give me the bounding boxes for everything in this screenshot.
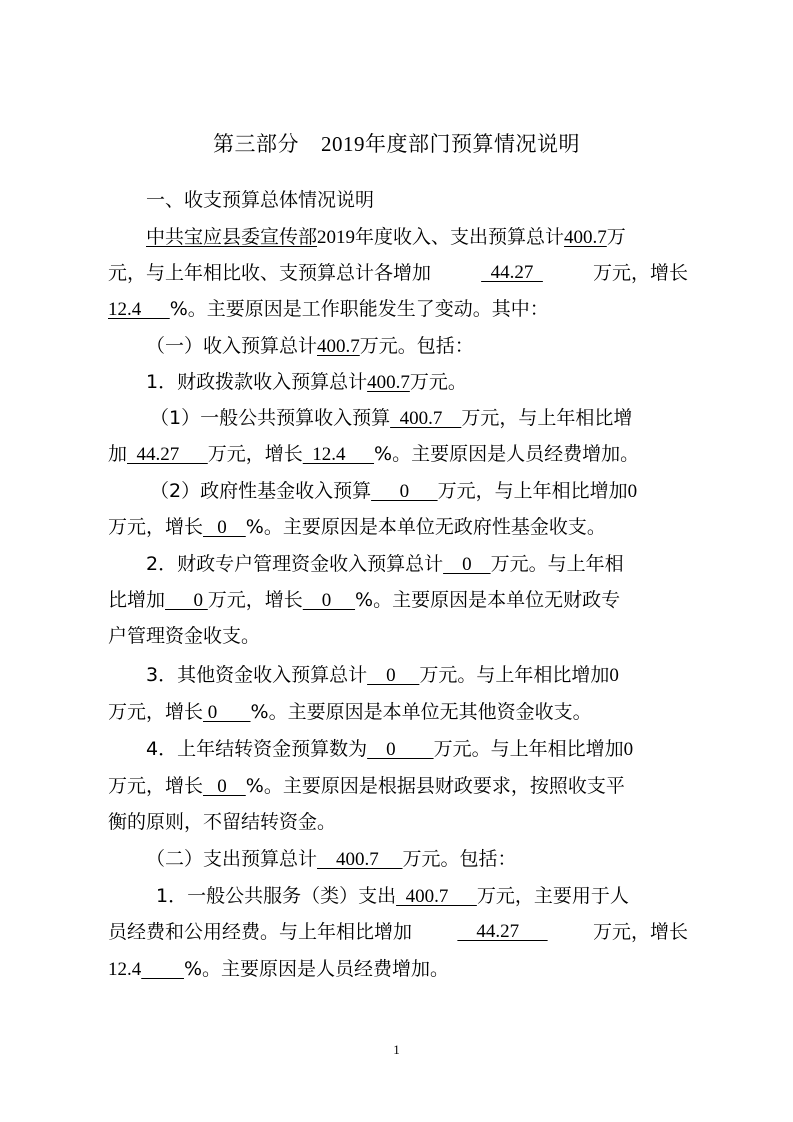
item-4-label: 4．上年结转资金预算数为 [146, 738, 368, 760]
item-3-text-c: 万元，增长 [108, 701, 204, 723]
p1-text-c: 元，与上年相比收、支预算总计各增加 [108, 262, 432, 284]
expense-heading-label: （二）支出预算总计 [146, 848, 318, 870]
expense-heading [146, 842, 688, 876]
item-1a-line2 [108, 437, 688, 471]
item-1-value: 400.7 [367, 372, 410, 393]
item-1a-text-c: 加 [108, 443, 128, 465]
expense-1-line3 [108, 952, 688, 986]
item-1b-label: （2）政府性基金收入预算 [150, 480, 372, 502]
item-1a-value: 400.7 [390, 408, 462, 429]
item-2-text-e: %。主要原因是本单位无财政专 [355, 589, 621, 611]
page-title [0, 128, 793, 158]
expense-1-text: 万元，主要用于人 [476, 885, 629, 907]
expense-total-value: 400.7 [317, 849, 403, 870]
expense-1-label: 1．一般公共服务（类）支出 [156, 885, 397, 907]
expense-1-rate-blank [141, 959, 184, 980]
item-1b-increase: 0 [627, 481, 638, 502]
item-3-rate: 0 [203, 702, 251, 723]
item-2-value: 0 [443, 554, 491, 575]
section-heading-1: 一、收支预算总体情况说明 [146, 189, 375, 211]
item-1-suffix: 万元。 [409, 371, 467, 393]
item-3-increase: 0 [609, 665, 619, 686]
item-1a-increase: 44.27 [127, 444, 208, 465]
item-1-line [146, 365, 688, 399]
item-3-label: 3．其他资金收入预算总计 [146, 664, 368, 686]
item-1a-label: （1）一般公共预算收入预算 [150, 407, 391, 429]
p1-line1 [146, 220, 688, 254]
item-1b-value: 0 [371, 481, 438, 502]
item-2-line2 [108, 583, 688, 617]
item-4-line2 [108, 769, 688, 803]
unit-name: 中共宝应县委宣传部 [146, 226, 318, 248]
item-1b-text: 万元，与上年相比增加 [437, 480, 628, 502]
item-3-value: 0 [367, 665, 420, 686]
item-4-line3: 衡的原则，不留结转资金。 [108, 811, 337, 833]
expense-1-text-e: %。主要原因是人员经费增加。 [184, 958, 450, 980]
item-1a-rate: 12.4 [302, 444, 375, 465]
item-2-text-c: 比增加 [108, 589, 166, 611]
p1-text-e: %。主要原因是工作职能发生了变动。其中： [169, 298, 549, 320]
item-4-line1 [146, 732, 688, 766]
item-2-increase: 0 [165, 590, 208, 611]
expense-1-text-d: 万元，增长 [592, 921, 688, 943]
expense-1-text-c: 员经费和公用经费。与上年相比增加 [108, 921, 413, 943]
expense-heading-suffix: 万元。包括： [402, 848, 517, 870]
item-1a-text-d: 万元，增长 [207, 443, 303, 465]
item-1a-text-e: %。主要原因是人员经费增加。 [374, 443, 640, 465]
p1-text-b: 万 [606, 226, 626, 248]
title-part: 第三部分 [213, 132, 299, 156]
item-2-label: 2．财政专户管理资金收入预算总计 [146, 553, 444, 575]
item-4-value: 0 [367, 739, 434, 760]
item-2-text-d: 万元，增长 [207, 589, 303, 611]
item-1-label: 1．财政拨款收入预算总计 [146, 371, 368, 393]
expense-1-increase: 44.27 [457, 921, 548, 942]
expense-1-rate: 12.4 [108, 959, 142, 980]
item-4-increase: 0 [623, 739, 634, 760]
item-3-line1 [146, 658, 688, 692]
expense-1-line2 [108, 915, 688, 949]
item-1b-text-c: 万元，增长 [108, 516, 204, 538]
item-1b-line1 [150, 474, 688, 508]
income-heading-suffix: 万元。包括： [359, 335, 474, 357]
income-total-value: 400.7 [317, 336, 360, 357]
item-4-rate: 0 [203, 776, 246, 797]
item-1b-line2 [108, 510, 688, 544]
item-4-text: 万元。与上年相比增加 [433, 738, 624, 760]
item-3-line2 [108, 695, 688, 729]
expense-1-line1 [156, 879, 688, 913]
item-1a-text: 万元，与上年相比增 [461, 407, 633, 429]
year-value: 2019 [317, 227, 356, 248]
p1-line2 [108, 256, 688, 290]
expense-1-value: 400.7 [396, 886, 477, 907]
p1-line3 [108, 292, 688, 326]
item-1b-text-d: %。主要原因是本单位无政府性基金收支。 [245, 516, 606, 538]
item-2-line1 [146, 547, 688, 581]
total-budget-value: 400.7 [564, 227, 607, 248]
p1-text-a: 年度收入、支出预算总计 [355, 226, 565, 248]
total-increase-value: 44.27 [481, 262, 543, 283]
income-heading-label: （一）收入预算总计 [146, 335, 318, 357]
item-2-line3: 户管理资金收支。 [108, 625, 261, 647]
title-main: 2019年度部门预算情况说明 [321, 132, 580, 156]
income-heading [146, 329, 688, 363]
total-growth-rate: 12.4 [108, 299, 170, 320]
item-3-text-d: %。主要原因是本单位无其他资金收支。 [250, 701, 592, 723]
item-3-text: 万元。与上年相比增加 [419, 664, 610, 686]
item-1a-line1 [150, 401, 688, 435]
p1-text-d: 万元，增长 [592, 262, 688, 284]
item-1b-rate: 0 [203, 517, 246, 538]
page-number: 1 [393, 1042, 400, 1057]
item-4-text-d: %。主要原因是根据县财政要求，按照收支平 [245, 775, 625, 797]
item-4-text-c: 万元，增长 [108, 775, 204, 797]
item-2-rate: 0 [302, 590, 356, 611]
item-2-text: 万元。与上年相 [490, 553, 624, 575]
